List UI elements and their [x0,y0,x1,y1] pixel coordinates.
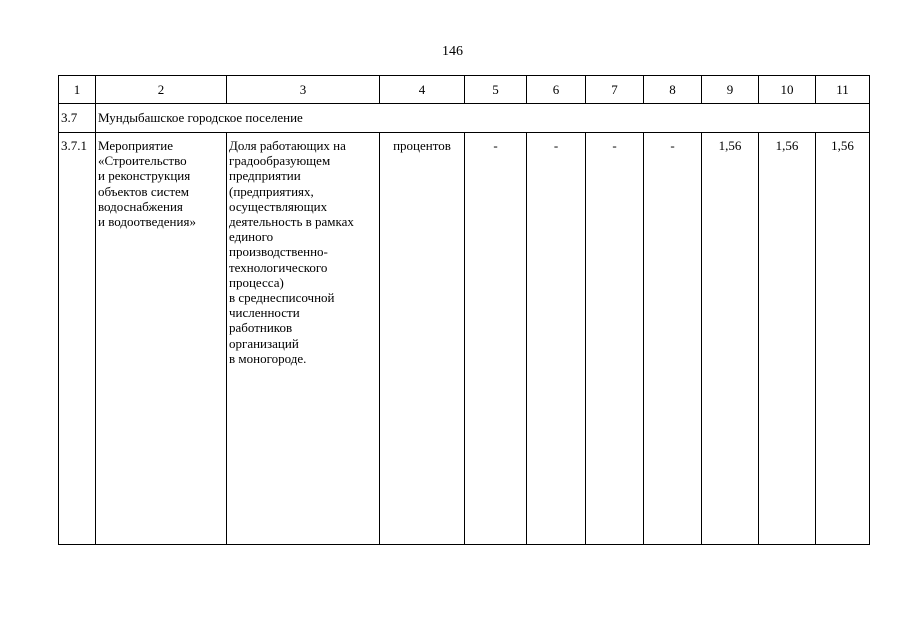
section-row [59,104,870,133]
event-text: Мероприятие «Строительство и реконструкция объектов систем водоснабжения и водоотведения» [98,138,196,230]
section-title: Мундыбашское городское поселение [96,104,870,133]
row-code: 3.7.1 [59,133,96,545]
indicator-cell [227,133,380,545]
column-header-row [59,76,870,104]
event-cell [96,133,227,545]
page-number: 146 [442,44,463,59]
column-header: 3 [227,76,380,104]
column-header: 5 [465,76,527,104]
unit-cell: процентов [380,133,465,545]
column-header: 6 [527,76,586,104]
indicator-table [58,75,870,545]
table-row [59,133,870,545]
value-cell: - [527,133,586,545]
section-code: 3.7 [59,104,96,133]
value-cell: 1,56 [816,133,870,545]
column-header: 1 [59,76,96,104]
value-cell: 1,56 [702,133,759,545]
column-header: 4 [380,76,465,104]
value-cell: - [465,133,527,545]
value-cell: - [586,133,644,545]
column-header: 9 [702,76,759,104]
indicator-text: Доля работающих на градообразующем предприятии (предприятиях, осуществляющих деятельность в рамках единого производственно- технологического процесса) в среднесписочной численности работников организаций в моногороде. [229,138,354,366]
column-header: 11 [816,76,870,104]
column-header: 7 [586,76,644,104]
value-cell: 1,56 [759,133,816,545]
column-header: 2 [96,76,227,104]
column-header: 10 [759,76,816,104]
value-cell: - [644,133,702,545]
column-header: 8 [644,76,702,104]
